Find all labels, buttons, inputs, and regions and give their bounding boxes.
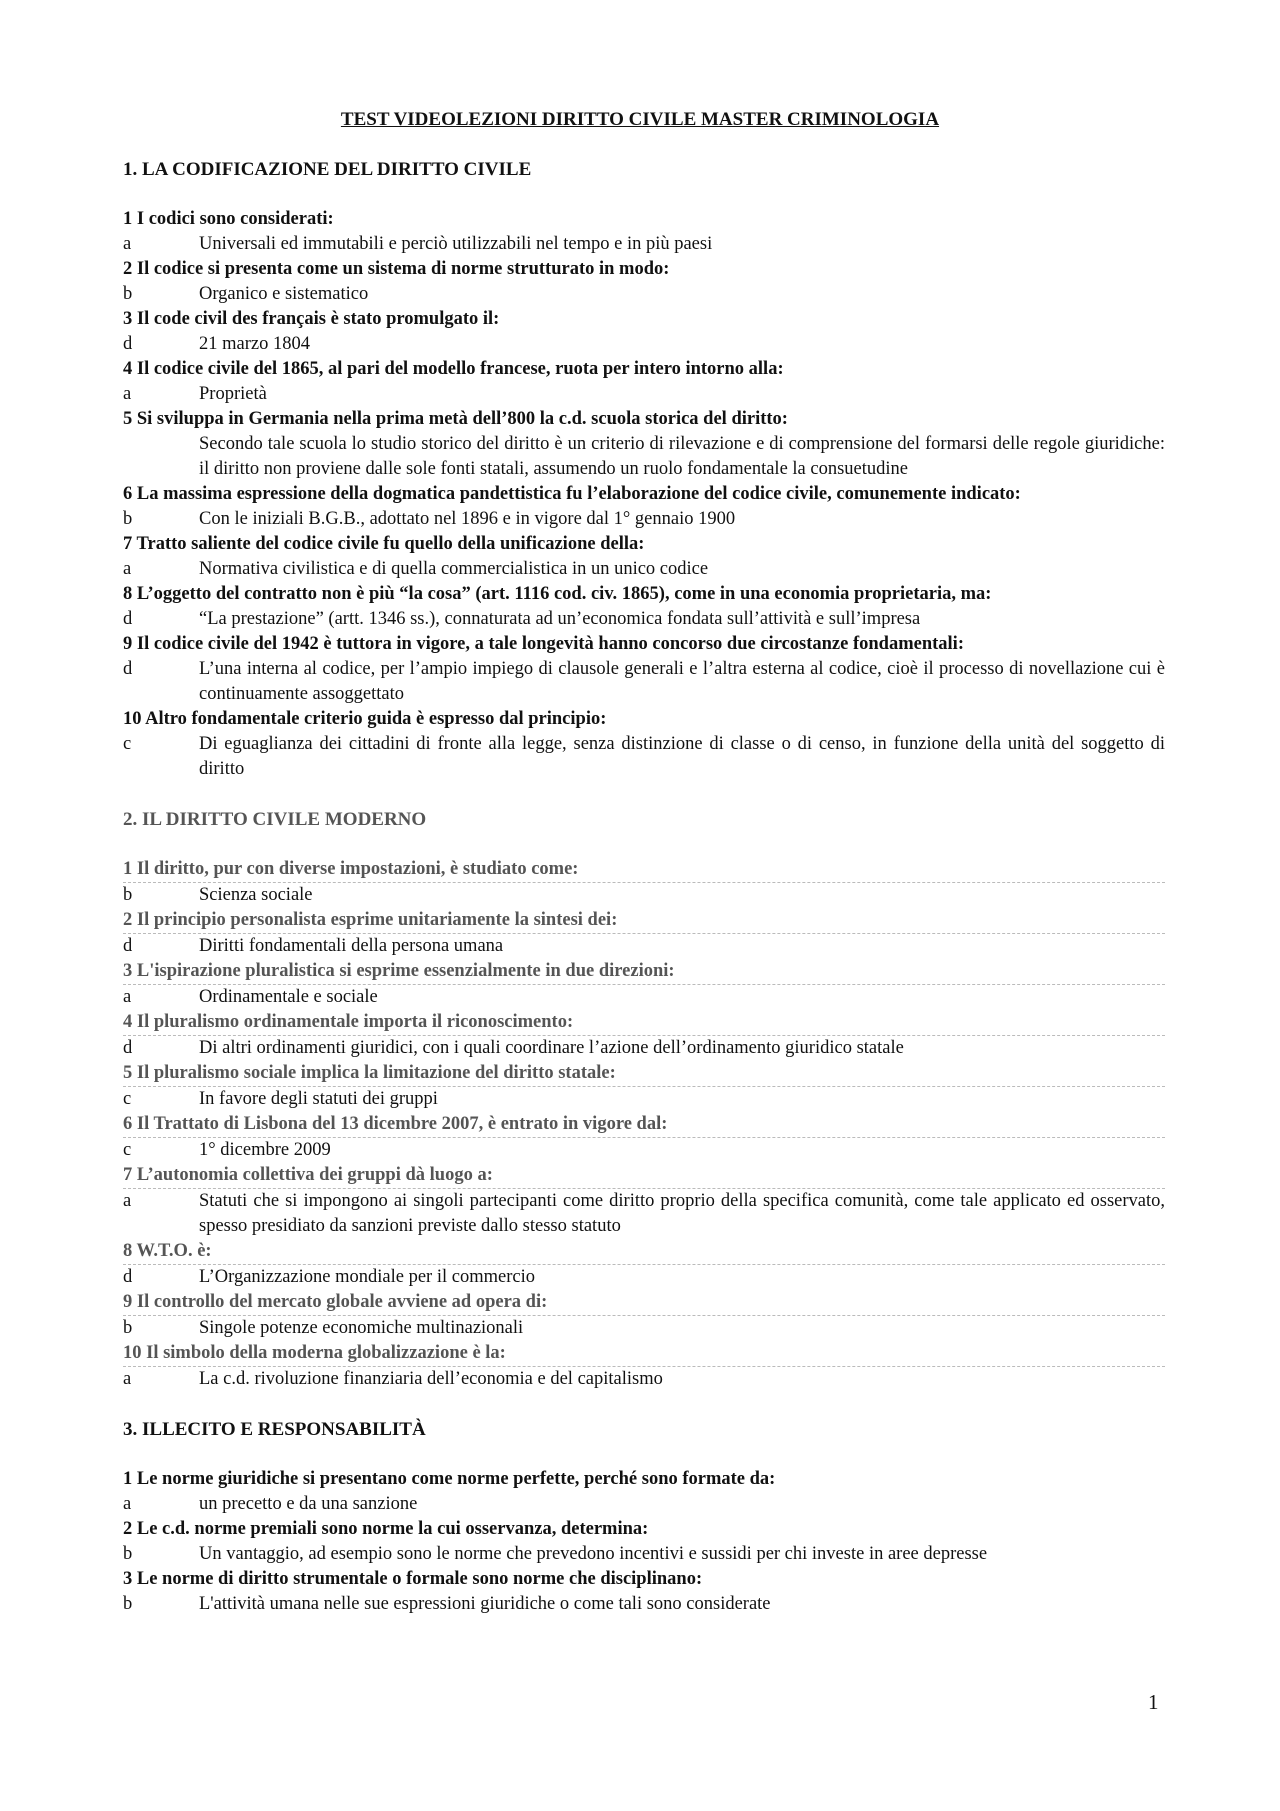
page-number: 1 bbox=[1148, 1690, 1159, 1714]
answer-letter: a bbox=[123, 559, 132, 579]
question-text: 3 L'ispirazione pluralistica si esprime essenzialmente in due direzioni: bbox=[123, 959, 1165, 985]
question-text: 9 Il codice civile del 1942 è tuttora in vigore, a tale longevità hanno concorso due circostanze fondamentali: bbox=[123, 634, 964, 654]
question-text: 2 Il codice si presenta come un sistema di norme strutturato in modo: bbox=[123, 259, 670, 279]
answer-letter: d bbox=[123, 1038, 133, 1058]
answer-letter: b bbox=[123, 284, 133, 304]
answer-letter: a bbox=[123, 384, 132, 404]
answer-letter: c bbox=[123, 1140, 132, 1160]
question-item bbox=[123, 407, 1165, 482]
answer-row bbox=[123, 934, 1165, 959]
answer-letter: b bbox=[123, 509, 133, 529]
question-item bbox=[123, 482, 1165, 532]
question-text: 4 Il codice civile del 1865, al pari del modello francese, ruota per intero intorno alla: bbox=[123, 359, 784, 379]
question-text: 2 Il principio personalista esprime unitariamente la sintesi dei: bbox=[123, 908, 1165, 934]
answer-text: Con le iniziali B.G.B., adottato nel 1896 e in vigore dal 1° gennaio 1900 bbox=[199, 509, 736, 529]
answer-row bbox=[123, 232, 1165, 257]
section-title: 3. ILLECITO E RESPONSABILITÀ bbox=[123, 1419, 426, 1440]
question-item bbox=[123, 1112, 1165, 1163]
question-item bbox=[123, 582, 1165, 632]
question-text: 1 Il diritto, pur con diverse impostazioni, è studiato come: bbox=[123, 857, 1165, 883]
question-text: 6 La massima espressione della dogmatica pandettistica fu l’elaborazione del codice civile, comunemente indicato: bbox=[123, 484, 1021, 504]
question-item bbox=[123, 707, 1165, 782]
answer-letter: b bbox=[123, 1318, 133, 1338]
question-item bbox=[123, 207, 1165, 257]
answer-letter: a bbox=[123, 1494, 132, 1514]
answer-row bbox=[123, 985, 1165, 1010]
question-item bbox=[123, 257, 1165, 307]
question-text: 3 Le norme di diritto strumentale o formale sono norme che disciplinano: bbox=[123, 1569, 703, 1589]
answer-text: L’una interna al codice, per l’ampio impiego di clausole generali e l’altra esterna al codice, cioè il processo di novellazione cui è continuamente assoggettato bbox=[199, 659, 1165, 704]
answer-row bbox=[123, 1138, 1165, 1163]
question-text: 8 L’oggetto del contratto non è più “la cosa” (art. 1116 cod. civ. 1865), come in una economia proprietaria, ma: bbox=[123, 584, 992, 604]
question-text: 9 Il controllo del mercato globale avviene ad opera di: bbox=[123, 1290, 1165, 1316]
question-text: 6 Il Trattato di Lisbona del 13 dicembre 2007, è entrato in vigore dal: bbox=[123, 1112, 1165, 1138]
answer-row bbox=[123, 657, 1165, 707]
document-title: TEST VIDEOLEZIONI DIRITTO CIVILE MASTER CRIMINOLOGIA bbox=[340, 109, 940, 130]
answer-text: Singole potenze economiche multinazionali bbox=[199, 1318, 524, 1338]
question-text: 10 Il simbolo della moderna globalizzazione è la: bbox=[123, 1341, 1165, 1367]
question-item bbox=[123, 1517, 1165, 1567]
answer-letter: a bbox=[123, 1191, 132, 1211]
question-text: 3 Il code civil des français è stato promulgato il: bbox=[123, 309, 500, 329]
answer-row bbox=[123, 557, 1165, 582]
question-text: 7 L’autonomia collettiva dei gruppi dà luogo a: bbox=[123, 1163, 1165, 1189]
answer-row bbox=[123, 1492, 1165, 1517]
answer-text: Un vantaggio, ad esempio sono le norme che prevedono incentivi e sussidi per chi investe in aree depresse bbox=[199, 1544, 988, 1564]
answer-letter: d bbox=[123, 1267, 133, 1287]
answer-row bbox=[123, 1087, 1165, 1112]
answer-letter: d bbox=[123, 659, 133, 679]
document-body bbox=[123, 157, 1165, 1642]
question-text: 1 Le norme giuridiche si presentano come norme perfette, perché sono formate da: bbox=[123, 1469, 776, 1489]
answer-text: Secondo tale scuola lo studio storico del diritto è un criterio di rilevazione e di comprensione del formarsi delle regole giuridiche: il diritto non proviene dalle sole fonti statali, assumendo un ruolo fondamentale la consuetudine bbox=[199, 434, 1165, 479]
answer-text: “La prestazione” (artt. 1346 ss.), connaturata ad un’economica fondata sull’attività e sull’impresa bbox=[199, 609, 921, 629]
section bbox=[123, 157, 1165, 782]
answer-letter: c bbox=[123, 1089, 132, 1109]
answer-row bbox=[123, 1316, 1165, 1341]
question-item bbox=[123, 959, 1165, 1010]
question-text: 8 W.T.O. è: bbox=[123, 1239, 1165, 1265]
answer-text: Statuti che si impongono ai singoli partecipanti come diritto proprio della specifica comunità, come tale applicato ed osservato, spesso presidiato da sanzioni previste dallo stesso statuto bbox=[199, 1191, 1165, 1236]
question-item bbox=[123, 1239, 1165, 1290]
answer-letter: b bbox=[123, 1594, 133, 1614]
answer-row bbox=[123, 1036, 1165, 1061]
question-text: 7 Tratto saliente del codice civile fu quello della unificazione della: bbox=[123, 534, 645, 554]
answer-text: 21 marzo 1804 bbox=[199, 334, 310, 354]
question-item bbox=[123, 857, 1165, 908]
section bbox=[123, 807, 1165, 1392]
answer-letter: d bbox=[123, 936, 133, 956]
answer-row bbox=[123, 883, 1165, 908]
answer-text: Di eguaglianza dei cittadini di fronte alla legge, senza distinzione di classe o di censo, in funzione della unità del soggetto di diritto bbox=[199, 734, 1165, 779]
section-title: 1. LA CODIFICAZIONE DEL DIRITTO CIVILE bbox=[123, 159, 532, 180]
answer-row bbox=[123, 1189, 1165, 1239]
answer-text: La c.d. rivoluzione finanziaria dell’economia e del capitalismo bbox=[199, 1369, 663, 1389]
answer-letter: c bbox=[123, 734, 132, 754]
answer-row bbox=[123, 1592, 1165, 1617]
answer-row bbox=[123, 432, 1165, 482]
section bbox=[123, 1417, 1165, 1617]
question-text: 4 Il pluralismo ordinamentale importa il riconoscimento: bbox=[123, 1010, 1165, 1036]
answer-text: Normativa civilistica e di quella commercialistica in un unico codice bbox=[199, 559, 709, 579]
question-item bbox=[123, 632, 1165, 707]
question-item bbox=[123, 1467, 1165, 1517]
answer-letter: b bbox=[123, 1544, 133, 1564]
section-title: 2. IL DIRITTO CIVILE MODERNO bbox=[123, 809, 427, 830]
question-item bbox=[123, 1010, 1165, 1061]
answer-letter: b bbox=[123, 885, 133, 905]
question-item bbox=[123, 532, 1165, 582]
question-item bbox=[123, 1163, 1165, 1239]
question-item bbox=[123, 1061, 1165, 1112]
question-item bbox=[123, 307, 1165, 357]
answer-text: Di altri ordinamenti giuridici, con i quali coordinare l’azione dell’ordinamento giuridico statale bbox=[199, 1038, 904, 1058]
answer-text: Universali ed immutabili e perciò utilizzabili nel tempo e in più paesi bbox=[199, 234, 713, 254]
answer-text: In favore degli statuti dei gruppi bbox=[199, 1089, 438, 1109]
question-item bbox=[123, 357, 1165, 407]
question-item bbox=[123, 1341, 1165, 1392]
question-item bbox=[123, 908, 1165, 959]
answer-letter: a bbox=[123, 987, 132, 1007]
answer-row bbox=[123, 332, 1165, 357]
answer-letter: d bbox=[123, 334, 133, 354]
question-text: 5 Si sviluppa in Germania nella prima metà dell’800 la c.d. scuola storica del diritto: bbox=[123, 409, 788, 429]
answer-row bbox=[123, 282, 1165, 307]
answer-row bbox=[123, 732, 1165, 782]
question-text: 2 Le c.d. norme premiali sono norme la cui osservanza, determina: bbox=[123, 1519, 649, 1539]
question-text: 5 Il pluralismo sociale implica la limitazione del diritto statale: bbox=[123, 1061, 1165, 1087]
answer-row bbox=[123, 1542, 1165, 1567]
question-text: 10 Altro fondamentale criterio guida è espresso dal principio: bbox=[123, 709, 607, 729]
answer-text: Scienza sociale bbox=[199, 885, 313, 905]
answer-letter: a bbox=[123, 234, 132, 254]
question-item bbox=[123, 1290, 1165, 1341]
answer-row bbox=[123, 382, 1165, 407]
answer-text: Organico e sistematico bbox=[199, 284, 369, 304]
answer-letter: a bbox=[123, 1369, 132, 1389]
answer-row bbox=[123, 607, 1165, 632]
answer-row bbox=[123, 507, 1165, 532]
answer-letter: d bbox=[123, 609, 133, 629]
question-text: 1 I codici sono considerati: bbox=[123, 209, 334, 229]
answer-text: Proprietà bbox=[199, 384, 267, 404]
answer-text: Ordinamentale e sociale bbox=[199, 987, 378, 1007]
answer-text: 1° dicembre 2009 bbox=[199, 1140, 331, 1160]
answer-text: un precetto e da una sanzione bbox=[199, 1494, 418, 1514]
answer-text: L’Organizzazione mondiale per il commercio bbox=[199, 1267, 535, 1287]
answer-row bbox=[123, 1265, 1165, 1290]
answer-text: L'attività umana nelle sue espressioni giuridiche o come tali sono considerate bbox=[199, 1594, 771, 1614]
answer-text: Diritti fondamentali della persona umana bbox=[199, 936, 504, 956]
answer-row bbox=[123, 1367, 1165, 1392]
question-item bbox=[123, 1567, 1165, 1617]
